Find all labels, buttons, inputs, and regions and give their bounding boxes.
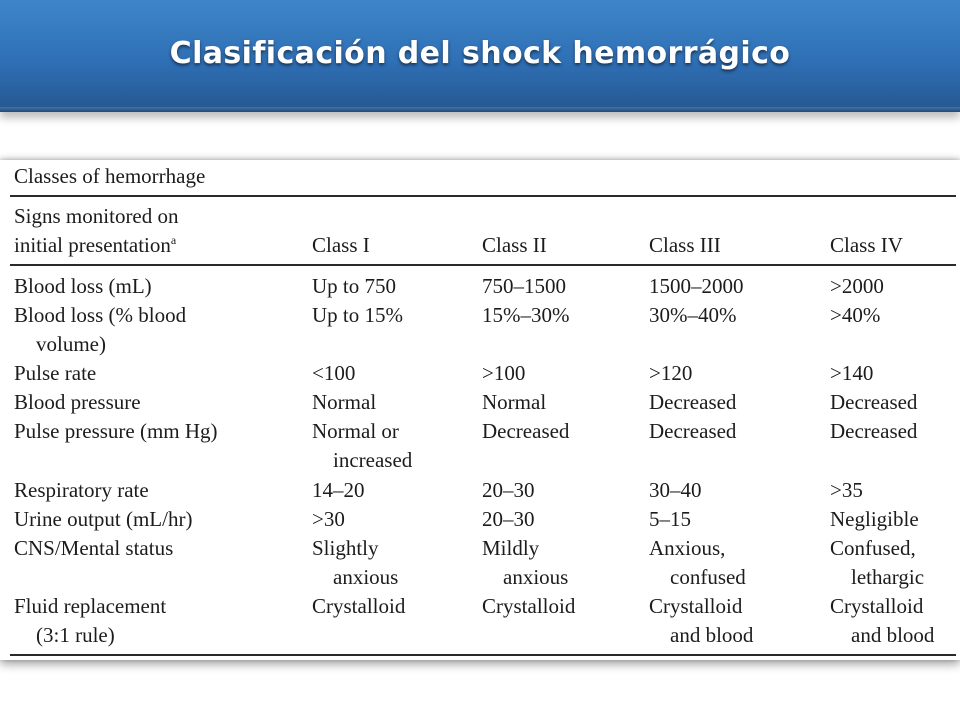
table-cell: and blood bbox=[670, 623, 754, 647]
table-cell: 20–30 bbox=[482, 478, 535, 502]
table-cell: Decreased bbox=[649, 419, 737, 443]
row-label-continuation: volume) bbox=[36, 332, 106, 356]
table-cell: Crystalloid bbox=[312, 594, 406, 618]
table-cell: >40% bbox=[830, 303, 881, 327]
table-cell: Normal bbox=[482, 390, 547, 414]
table-cell: >100 bbox=[482, 361, 526, 385]
table-cell: 20–30 bbox=[482, 507, 535, 531]
row-label-continuation: (3:1 rule) bbox=[36, 623, 115, 647]
table-cell: >2000 bbox=[830, 274, 884, 298]
table-rule-top bbox=[10, 195, 956, 197]
table-cell: Decreased bbox=[830, 390, 918, 414]
table-image-frame bbox=[0, 160, 960, 660]
hemorrhage-classes-table bbox=[0, 160, 960, 660]
header-class-3: Class III bbox=[649, 233, 721, 257]
table-caption: Classes of hemorrhage bbox=[14, 164, 206, 188]
row-label: Urine output (mL/hr) bbox=[14, 507, 193, 531]
table-cell: Up to 15% bbox=[312, 303, 403, 327]
table-cell: <100 bbox=[312, 361, 356, 385]
table-rule-bottom bbox=[10, 654, 956, 656]
table-cell: Decreased bbox=[830, 419, 918, 443]
slide-title: Clasificación del shock hemorrágico bbox=[169, 36, 791, 71]
row-label: Respiratory rate bbox=[14, 478, 149, 502]
table-cell: 1500–2000 bbox=[649, 274, 744, 298]
row-label: CNS/Mental status bbox=[14, 536, 174, 560]
row-label: Blood pressure bbox=[14, 390, 141, 414]
table-cell: Mildly bbox=[482, 536, 540, 560]
table-cell: Crystalloid bbox=[482, 594, 576, 618]
row-label: Pulse rate bbox=[14, 361, 97, 385]
table-cell: Crystalloid bbox=[649, 594, 743, 618]
table-cell: Negligible bbox=[830, 507, 919, 531]
table-cell: anxious bbox=[503, 565, 569, 589]
row-label: Pulse pressure (mm Hg) bbox=[14, 419, 218, 443]
table-rule-header bbox=[10, 264, 956, 266]
table-cell: Decreased bbox=[482, 419, 570, 443]
table-cell: 750–1500 bbox=[482, 274, 566, 298]
table-cell: lethargic bbox=[851, 565, 925, 589]
title-banner bbox=[0, 0, 960, 112]
table-cell: Slightly bbox=[312, 536, 379, 560]
table-cell: 14–20 bbox=[312, 478, 365, 502]
table-cell: 30–40 bbox=[649, 478, 702, 502]
table-cell: >35 bbox=[830, 478, 863, 502]
table-cell: >30 bbox=[312, 507, 345, 531]
footnote-marker: a bbox=[170, 233, 177, 247]
row-label: Blood loss (mL) bbox=[14, 274, 152, 298]
header-class-1: Class I bbox=[312, 233, 370, 257]
table-cell: Normal bbox=[312, 390, 377, 414]
table-cell: confused bbox=[670, 565, 746, 589]
table-cell: Up to 750 bbox=[312, 274, 396, 298]
row-label: Blood loss (% blood bbox=[14, 303, 187, 327]
table-cell: Normal or bbox=[312, 419, 399, 443]
table-cell: increased bbox=[333, 448, 413, 472]
table-cell: 30%–40% bbox=[649, 303, 737, 327]
header-signs-line1: Signs monitored on bbox=[14, 204, 179, 228]
table-cell: Anxious, bbox=[649, 536, 726, 560]
header-class-2: Class II bbox=[482, 233, 547, 257]
table-cell: >120 bbox=[649, 361, 693, 385]
table-cell: Confused, bbox=[830, 536, 916, 560]
header-class-4: Class IV bbox=[830, 233, 903, 257]
header-signs-line2: initial presentation$^a$ bbox=[14, 233, 177, 257]
table-cell: 5–15 bbox=[649, 507, 691, 531]
table-cell: 15%–30% bbox=[482, 303, 570, 327]
table-cell: and blood bbox=[851, 623, 935, 647]
table-cell: Decreased bbox=[649, 390, 737, 414]
table-cell: anxious bbox=[333, 565, 399, 589]
table-cell: >140 bbox=[830, 361, 874, 385]
table-cell: Crystalloid bbox=[830, 594, 924, 618]
row-label: Fluid replacement bbox=[14, 594, 167, 618]
